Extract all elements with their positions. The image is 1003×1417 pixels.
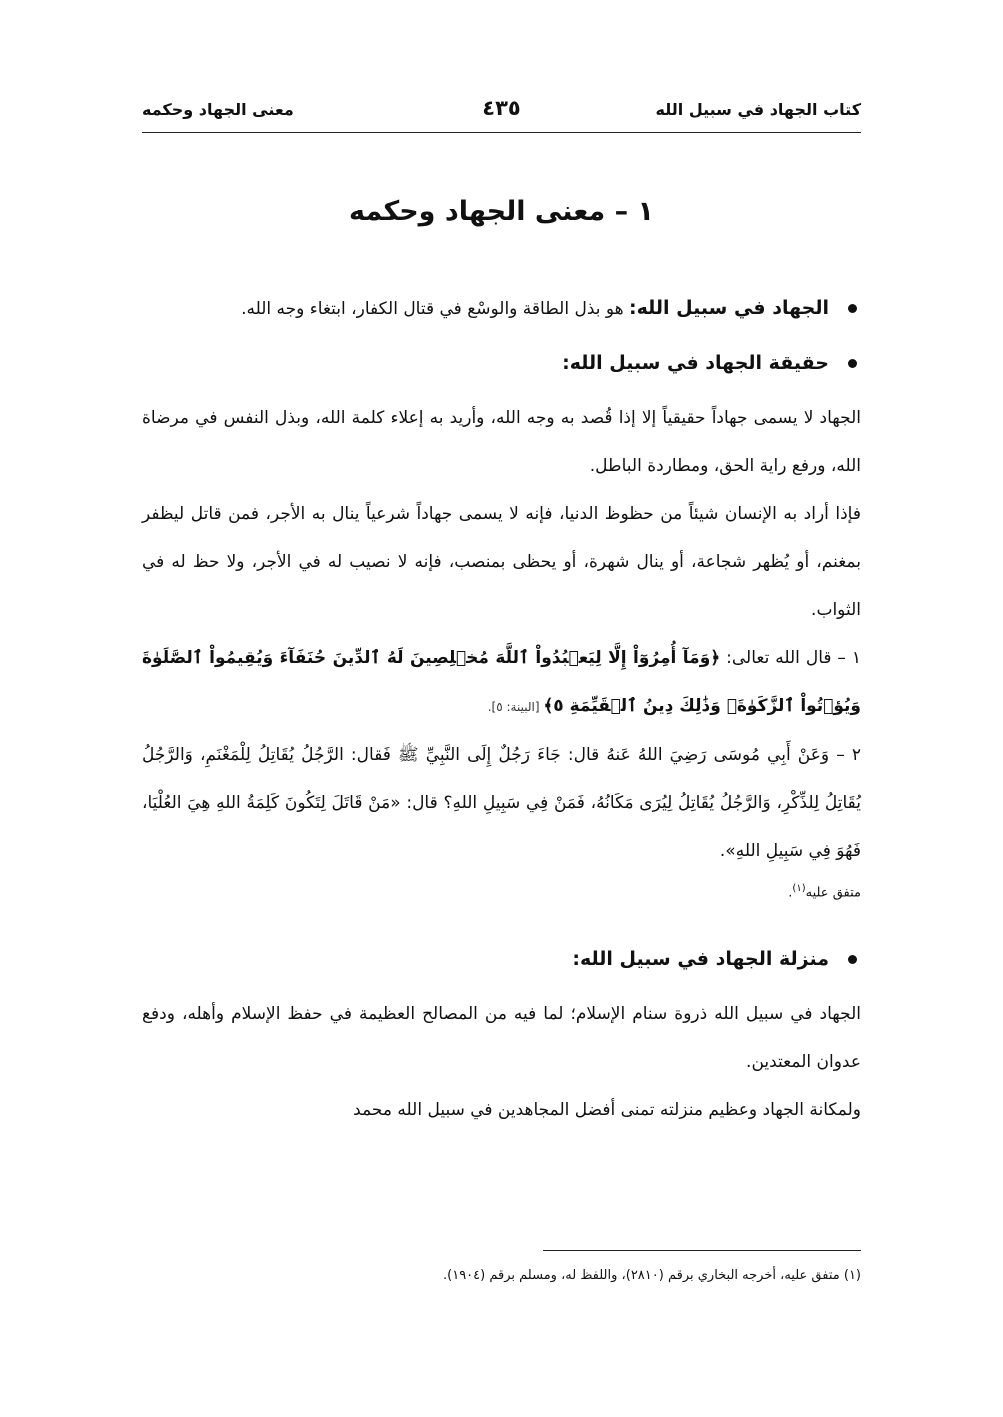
- hadith-grading-end: .: [788, 885, 793, 901]
- chapter-title: ١ – معنى الجهاد وحكمه: [349, 196, 654, 227]
- reality-heading: [142, 339, 861, 388]
- definition-term: الجهاد في سبيل الله:: [629, 297, 829, 319]
- reality-paragraph-1: الجهاد لا يسمى جهاداً حقيقياً إلا إذا قُصد به وجه الله، وأريد به إعلاء كلمة الله، وبذل النفس في مرضاة الله، ورفع راية الحق، ومطاردة الباطل.: [142, 408, 861, 476]
- footnote-marker[interactable]: (١): [792, 883, 806, 894]
- hadith-text: وَعَنْ أَبِي مُوسَى رَضِيَ اللهُ عَنهُ قال: جَاءَ رَجُلٌ إِلَى النَّبِيِّ ﷺ فَقال: الرَّجُلُ يُقَاتِلُ لِلْمَغْنَمِ، وَالرَّجُلُ يُقَاتِلُ لِلذِّكْرِ، وَالرَّجُلُ يُقَاتِلُ لِيُرَى مَكَانُهُ، فَمَنْ فِي سَبِيلِ اللهِ؟ قال: «مَنْ قَاتَلَ لِتَكُونَ كَلِمَةُ اللهِ هِيَ العُلْيَا، فَهُوَ فِي سَبِيلِ اللهِ».: [142, 745, 861, 861]
- status-heading: [142, 935, 861, 984]
- running-head-book-title: كتاب الجهاد في سبيل الله: [655, 100, 861, 119]
- evidence-item-1-number: ١ –: [837, 648, 861, 668]
- bullet-icon: [848, 955, 857, 964]
- verse-reference: [البينة: ٥].: [487, 700, 544, 714]
- main-content: [142, 284, 861, 1134]
- hadith-grading-text: متفق عليه: [805, 885, 861, 901]
- bullet-icon: [848, 359, 857, 368]
- page-number: ٤٣٥: [482, 96, 521, 120]
- definition-text: هو بذل الطاقة والوسْع في قتال الكفار، ابتغاء وجه الله.: [241, 299, 630, 319]
- evidence-item-1-intro: قال الله تعالى:: [720, 648, 838, 668]
- status-paragraph-2: ولمكانة الجهاد وعظيم منزلته تمنى أفضل المجاهدين في سبيل الله محمد: [353, 1100, 861, 1121]
- footnote: (١) متفق عليه، أخرجه البخاري برقم (٢٨١٠)، واللفظ له، ومسلم برقم (١٩٠٤).: [443, 1268, 861, 1283]
- page-header: [142, 96, 861, 133]
- status-heading-text: منزلة الجهاد في سبيل الله:: [572, 948, 829, 971]
- evidence-item-2: [142, 731, 861, 875]
- definition-bullet: [142, 284, 861, 333]
- hadith-grading: [142, 875, 861, 907]
- reality-heading-text: حقيقة الجهاد في سبيل الله:: [562, 352, 829, 374]
- reality-paragraph-2: فإذا أراد به الإنسان شيئاً من حظوظ الدنيا، فإنه لا يسمى جهاداً شرعياً ينال به الأجر، فمن قاتل ليظفر بمغنم، أو يُظهر شجاعة، أو ينال شهرة، أو يحظى بمنصب، فإنه لا نصيب له في الأجر، ولا حظ له في الثواب.: [142, 504, 861, 620]
- bullet-icon: [848, 304, 857, 313]
- footnote-divider: [543, 1250, 861, 1251]
- status-paragraph-1: الجهاد في سبيل الله ذروة سنام الإسلام؛ لما فيه من المصالح العظيمة في حفظ الإسلام وأهله، ودفع عدوان المعتدين.: [142, 1004, 861, 1073]
- quran-verse: ﴿وَمَآ أُمِرُوٓاْ إِلَّا لِيَعۡبُدُواْ ٱللَّهَ مُخۡلِصِينَ لَهُ ٱلدِّينَ حُنَفَآءَ وَيُقِيمُواْ ٱلصَّلَوٰةَ وَيُؤۡتُواْ ٱلزَّكَوٰةَۚ وَذَٰلِكَ دِينُ ٱلۡقَيِّمَةِ ٥﴾: [142, 648, 861, 716]
- running-head-section-title: معنى الجهاد وحكمه: [142, 100, 294, 119]
- evidence-item-2-number: ٢ –: [836, 745, 862, 765]
- evidence-item-1: [142, 634, 861, 731]
